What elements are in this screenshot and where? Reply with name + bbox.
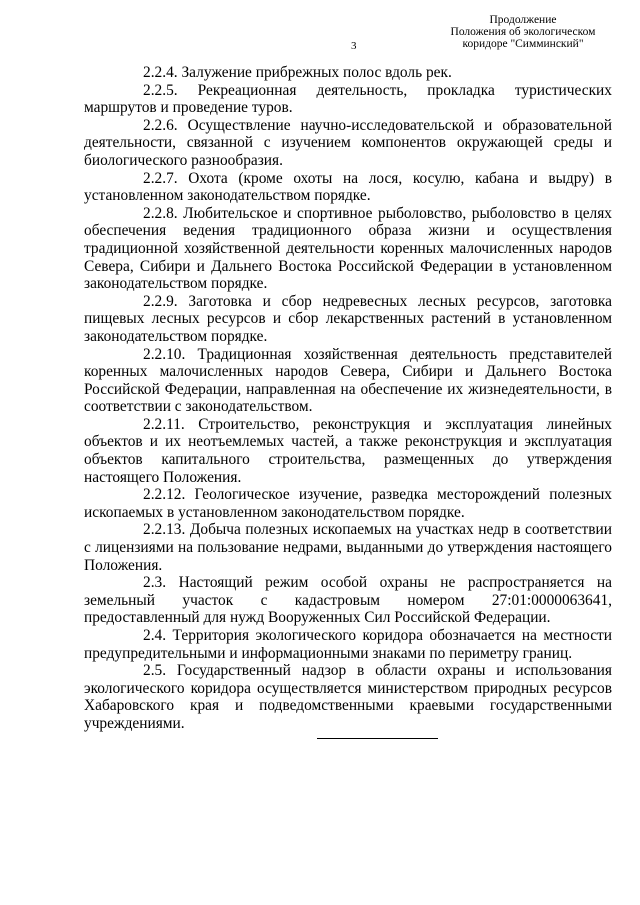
page-number: 3: [351, 40, 357, 52]
paragraph-2-2-13: 2.2.13. Добыча полезных ископаемых на участках недр в соответствии с лицензиями на пользование недрами, выданными до утверждения настоящего Положения.: [84, 521, 612, 574]
paragraph-2-2-11: 2.2.11. Строительство, реконструкция и эксплуатация линейных объектов и их неотъемлемых частей, а также реконструкция и эксплуатация объектов капитального строительства, размещенных до утверждения настоящего Положения.: [84, 415, 612, 486]
header-note-line: Продолжение: [489, 14, 557, 26]
document-body: [84, 64, 612, 733]
paragraph-2-5: 2.5. Государственный надзор в области охраны и использования экологического коридора осуществляется министерством природных ресурсов Хабаровского края и подведомственными краевыми государственными учреждениями.: [84, 662, 612, 732]
header-note-line: коридоре "Симминский": [462, 38, 584, 50]
header-note-line: Положения об экологическом: [450, 26, 596, 38]
paragraph-2-2-4: 2.2.4. Залужение прибрежных полос вдоль рек.: [143, 64, 452, 81]
paragraph-2-2-12: 2.2.12. Геологическое изучение, разведка месторождений полезных ископаемых в установленном законодательством порядке.: [84, 486, 612, 521]
paragraph-2-2-10: 2.2.10. Традиционная хозяйственная деятельность представителей коренных малочисленных народов Севера, Сибири и Дальнего Востока Российской Федерации, направленная на обеспечение их жизнедеятельности, в соответствии с законодательством.: [84, 345, 612, 416]
paragraph-2-2-5: 2.2.5. Рекреационная деятельность, прокладка туристических маршрутов и проведение туров.: [84, 81, 612, 117]
paragraph-2-2-9: 2.2.9. Заготовка и сбор недревесных лесных ресурсов, заготовка пищевых лесных ресурсов и сбор лекарственных растений в установленном законодательством порядке.: [84, 292, 612, 345]
header-note: [436, 14, 610, 50]
closing-rule: [317, 738, 438, 739]
paragraph-2-2-7: 2.2.7. Охота (кроме охоты на лося, косулю, кабана и выдру) в установленном законодательством порядке.: [84, 169, 612, 205]
paragraph-2-2-8: 2.2.8. Любительское и спортивное рыболовство, рыболовство в целях обеспечения ведения традиционного образа жизни и осуществления традиционной хозяйственной деятельности коренных малочисленных народов Севера, Сибири и Дальнего Востока Российской Федерации в установленном законодательством порядке.: [84, 204, 612, 293]
paragraph-2-3: 2.3. Настоящий режим особой охраны не распространяется на земельный участок с кадастровым номером 27:01:0000063641, предоставленный для нужд Вооруженных Сил Российской Федерации.: [84, 574, 612, 627]
paragraph-2-2-6: 2.2.6. Осуществление научно-исследовательской и образовательной деятельности, связанной с изучением компонентов окружающей среды и биологического разнообразия.: [84, 116, 612, 169]
paragraph-2-4: 2.4. Территория экологического коридора обозначается на местности предупредительными и информационными знаками по периметру границ.: [84, 627, 612, 662]
